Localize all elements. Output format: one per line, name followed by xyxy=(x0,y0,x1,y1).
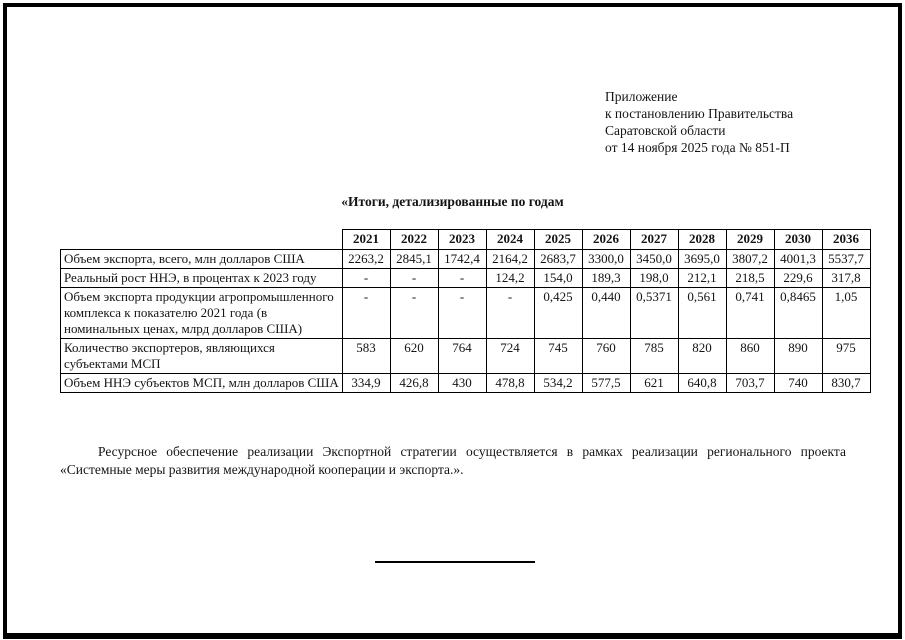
year-header: 2021 xyxy=(342,230,390,250)
table-header xyxy=(61,230,871,250)
value-cell: - xyxy=(390,269,438,288)
value-cell: 621 xyxy=(630,374,678,393)
value-cell: 198,0 xyxy=(630,269,678,288)
year-header: 2028 xyxy=(678,230,726,250)
row-label: Реальный рост ННЭ, в процентах к 2023 году xyxy=(61,269,343,288)
row-label: Объем экспорта, всего, млн долларов США xyxy=(61,250,343,269)
value-cell: 317,8 xyxy=(822,269,870,288)
value-cell: 4001,3 xyxy=(774,250,822,269)
value-cell: 0,5371 xyxy=(630,288,678,339)
value-cell: 785 xyxy=(630,339,678,374)
value-cell: 212,1 xyxy=(678,269,726,288)
year-header: 2029 xyxy=(726,230,774,250)
value-cell: 764 xyxy=(438,339,486,374)
year-header: 2026 xyxy=(582,230,630,250)
year-header: 2022 xyxy=(390,230,438,250)
year-header: 2030 xyxy=(774,230,822,250)
value-cell: 5537,7 xyxy=(822,250,870,269)
corner-cell xyxy=(61,230,343,250)
year-header: 2027 xyxy=(630,230,678,250)
value-cell: 478,8 xyxy=(486,374,534,393)
table-row xyxy=(61,288,871,339)
value-cell: 583 xyxy=(342,339,390,374)
reference-line: к постановлению Правительства xyxy=(605,106,794,121)
value-cell: 430 xyxy=(438,374,486,393)
value-cell: 745 xyxy=(534,339,582,374)
value-cell: 334,9 xyxy=(342,374,390,393)
value-cell: - xyxy=(342,269,390,288)
value-cell: 577,5 xyxy=(582,374,630,393)
year-header: 2036 xyxy=(822,230,870,250)
value-cell: 640,8 xyxy=(678,374,726,393)
value-cell: - xyxy=(486,288,534,339)
row-label: Объем экспорта продукции агропромышленного комплекса к показателю 2021 года (в номинальных ценах, млрд долларов США) xyxy=(61,288,343,339)
value-cell: 3300,0 xyxy=(582,250,630,269)
reference-line: Саратовской области xyxy=(605,123,726,138)
value-cell: 124,2 xyxy=(486,269,534,288)
document-title: «Итоги, детализированные по годам xyxy=(341,194,564,209)
value-cell: 0,8465 xyxy=(774,288,822,339)
value-cell: 724 xyxy=(486,339,534,374)
row-label: Объем ННЭ субъектов МСП, млн долларов США xyxy=(61,374,343,393)
value-cell: 229,6 xyxy=(774,269,822,288)
value-cell: 218,5 xyxy=(726,269,774,288)
year-header: 2025 xyxy=(534,230,582,250)
value-cell: - xyxy=(438,269,486,288)
value-cell: 2263,2 xyxy=(342,250,390,269)
value-cell: - xyxy=(342,288,390,339)
value-cell: 3695,0 xyxy=(678,250,726,269)
reference-line: Приложение xyxy=(605,89,678,104)
body-paragraph: Ресурсное обеспечение реализации Экспортной стратегии осуществляется в рамках реализации регионального проекта «Системные меры развития международной кооперации и экспорта.». xyxy=(60,444,846,477)
value-cell: 426,8 xyxy=(390,374,438,393)
value-cell: 2845,1 xyxy=(390,250,438,269)
value-cell: 860 xyxy=(726,339,774,374)
table-row xyxy=(61,250,871,269)
row-label: Количество экспортеров, являющихся субъектами МСП xyxy=(61,339,343,374)
value-cell: 975 xyxy=(822,339,870,374)
value-cell: 760 xyxy=(582,339,630,374)
table-header-row xyxy=(61,230,871,250)
year-header: 2023 xyxy=(438,230,486,250)
footer-separator-line xyxy=(375,561,535,563)
table-row xyxy=(61,374,871,393)
value-cell: 3807,2 xyxy=(726,250,774,269)
document-reference-block xyxy=(605,88,793,156)
value-cell: 154,0 xyxy=(534,269,582,288)
value-cell: - xyxy=(438,288,486,339)
table-body xyxy=(61,250,871,393)
value-cell: 189,3 xyxy=(582,269,630,288)
reference-line: от 14 ноября 2025 года № 851-П xyxy=(605,140,790,155)
table-row xyxy=(61,339,871,374)
value-cell: 534,2 xyxy=(534,374,582,393)
value-cell: 3450,0 xyxy=(630,250,678,269)
table-row xyxy=(61,269,871,288)
results-table xyxy=(60,229,871,393)
value-cell: 0,561 xyxy=(678,288,726,339)
value-cell: 1742,4 xyxy=(438,250,486,269)
value-cell: 0,440 xyxy=(582,288,630,339)
value-cell: 820 xyxy=(678,339,726,374)
value-cell: 0,425 xyxy=(534,288,582,339)
value-cell: 1,05 xyxy=(822,288,870,339)
value-cell: 2683,7 xyxy=(534,250,582,269)
value-cell: 890 xyxy=(774,339,822,374)
value-cell: 703,7 xyxy=(726,374,774,393)
year-header: 2024 xyxy=(486,230,534,250)
value-cell: - xyxy=(390,288,438,339)
value-cell: 0,741 xyxy=(726,288,774,339)
value-cell: 830,7 xyxy=(822,374,870,393)
value-cell: 620 xyxy=(390,339,438,374)
value-cell: 740 xyxy=(774,374,822,393)
value-cell: 2164,2 xyxy=(486,250,534,269)
